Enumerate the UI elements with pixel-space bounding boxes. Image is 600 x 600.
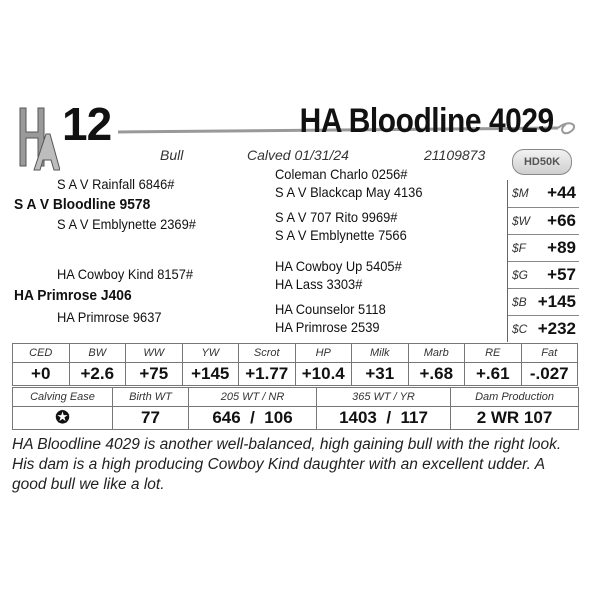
epd-value: +.61 <box>465 363 522 386</box>
index-value: +232 <box>537 319 576 338</box>
performance-header: Dam Production <box>451 388 579 407</box>
performance-value-row <box>13 407 579 430</box>
epd-value: +10.4 <box>295 363 352 386</box>
epd-header: Scrot <box>239 344 296 363</box>
performance-header: 365 WT / YR <box>317 388 451 407</box>
performance-value: 2 WR 107 <box>451 407 579 430</box>
pedigree-sd-sire: S A V 707 Rito 9969# <box>275 209 398 225</box>
epd-header: Fat <box>521 344 578 363</box>
index-row <box>508 234 579 261</box>
index-row <box>508 288 579 315</box>
index-label: $W <box>512 214 530 228</box>
index-value: +57 <box>547 265 576 284</box>
pedigree-dam: HA Primrose J406 <box>14 287 132 304</box>
epd-value: +31 <box>352 363 409 386</box>
epd-header: RE <box>465 344 522 363</box>
performance-header: Calving Ease <box>13 388 113 407</box>
hd50k-badge: HD50K <box>512 149 572 175</box>
epd-value: +145 <box>182 363 239 386</box>
index-value: +89 <box>547 238 576 257</box>
animal-name: HA Bloodline 4029 <box>299 102 554 140</box>
pedigree-sire-dam: S A V Emblynette 2369# <box>57 216 196 232</box>
pedigree-sd-dam: S A V Emblynette 7566 <box>275 227 407 243</box>
epd-header-row <box>13 344 578 363</box>
epd-value: +.68 <box>408 363 465 386</box>
index-label: $M <box>512 186 529 200</box>
performance-header: Birth WT <box>113 388 189 407</box>
index-box <box>507 180 579 342</box>
performance-value: 1403 / 117 <box>317 407 451 430</box>
index-row <box>508 315 579 342</box>
pedigree-dam-dam: HA Primrose 9637 <box>57 309 162 325</box>
description-text: HA Bloodline 4029 is another well-balanced, high gaining bull with the right look. His dam is a high producing Cowboy Kind daughter with an excellent udder. A good bull we like a lot. <box>12 436 562 493</box>
calving-ease-star-icon: ✪ <box>13 407 113 430</box>
index-label: $F <box>512 241 527 255</box>
epd-value: -.027 <box>521 363 578 386</box>
epd-header: YW <box>182 344 239 363</box>
pedigree-ss-dam: S A V Blackcap May 4136 <box>275 184 423 200</box>
registration-number: 21109873 <box>424 147 486 163</box>
index-row <box>508 261 579 288</box>
epd-header: Marb <box>408 344 465 363</box>
epd-value: +2.6 <box>69 363 126 386</box>
pedigree-ss-sire: Coleman Charlo 0256# <box>275 166 408 182</box>
ranch-logo-icon <box>16 104 60 174</box>
epd-value-row <box>13 363 578 386</box>
index-row <box>508 180 579 206</box>
pedigree-ds-dam: HA Lass 3303# <box>275 276 363 292</box>
epd-header: CED <box>13 344 70 363</box>
index-value: +44 <box>547 183 576 202</box>
performance-value: 77 <box>113 407 189 430</box>
index-label: $C <box>512 322 528 336</box>
calved-date: Calved 01/31/24 <box>247 147 349 163</box>
epd-header: Milk <box>352 344 409 363</box>
epd-header: BW <box>69 344 126 363</box>
epd-header: WW <box>126 344 183 363</box>
performance-value: 646 / 106 <box>189 407 317 430</box>
index-label: $B <box>512 295 527 309</box>
performance-header-row <box>13 388 579 407</box>
lot-number: 12 <box>62 98 112 150</box>
pedigree-sire-sire: S A V Rainfall 6846# <box>57 176 175 192</box>
pedigree-ds-sire: HA Cowboy Up 5405# <box>275 258 402 274</box>
sex-label: Bull <box>160 147 184 163</box>
pedigree-dd-sire: HA Counselor 5118 <box>275 301 386 317</box>
performance-header: 205 WT / NR <box>189 388 317 407</box>
index-label: $G <box>512 268 529 282</box>
index-value: +66 <box>547 211 576 230</box>
epd-value: +0 <box>13 363 70 386</box>
pedigree-dam-sire: HA Cowboy Kind 8157# <box>57 266 194 282</box>
pedigree-sire: S A V Bloodline 9578 <box>14 196 151 213</box>
index-value: +145 <box>537 292 576 311</box>
epd-value: +75 <box>126 363 183 386</box>
epd-table <box>12 343 578 386</box>
performance-table <box>12 387 579 430</box>
epd-header: HP <box>295 344 352 363</box>
index-row <box>508 207 579 234</box>
pedigree-dd-dam: HA Primrose 2539 <box>275 319 380 335</box>
epd-value: +1.77 <box>239 363 296 386</box>
